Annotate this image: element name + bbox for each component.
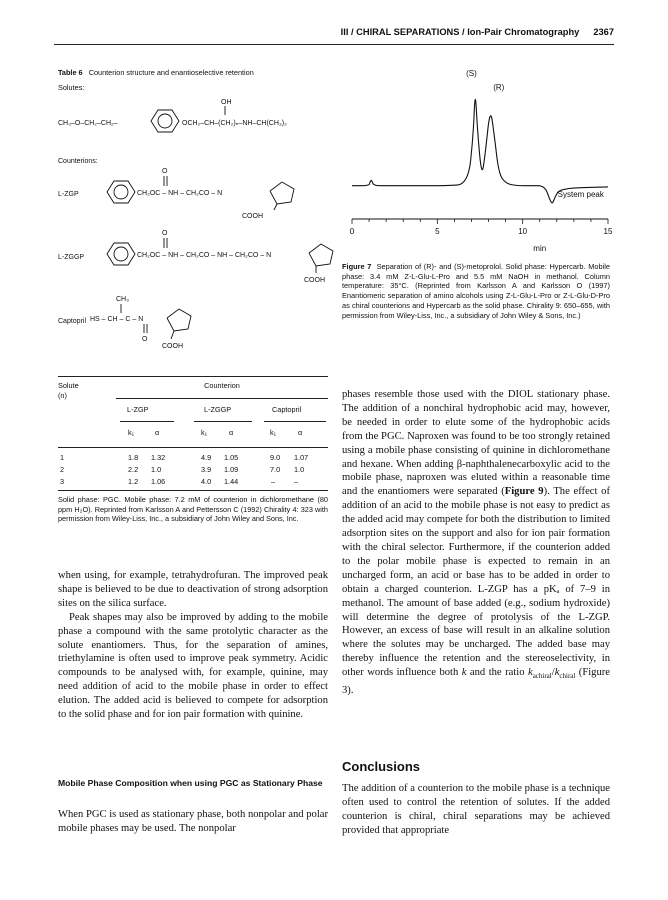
right-column: [342, 388, 610, 698]
lzgp-cooh-bond: [274, 204, 277, 210]
lzgp-name: L-ZGP: [58, 191, 79, 198]
left-column: [58, 569, 328, 722]
structures-diagram: [54, 92, 344, 354]
table-top-rule: [58, 376, 328, 377]
solute-benzene-circle: [158, 114, 172, 128]
lzgp-proline-ring: [270, 182, 294, 204]
left-paragraph-3: When PGC is used as stationary phase, both nonpolar and polar mobile phases may be used. The nonpolar: [58, 809, 328, 834]
right-paragraph-2-block: [342, 782, 610, 838]
solute-left-chain: CH₃–O–CH₂–CH₂–: [58, 120, 118, 127]
lzgp-benzene-ring: [107, 181, 135, 203]
lzggp-benzene-circle: [114, 247, 128, 261]
table-caption: Counterion structure and enantioselective retention: [88, 68, 254, 77]
group-captopril: Captopril: [272, 405, 302, 414]
x-tick-label: 15: [603, 227, 613, 236]
figure7-label: Figure 7: [342, 262, 372, 271]
group-rule-1: [120, 421, 174, 422]
solute-benzene-ring: [151, 110, 179, 132]
sub-a-2: α: [229, 428, 234, 437]
captopril-cooh: COOH: [162, 343, 183, 350]
group-rule-3: [264, 421, 326, 422]
solute-oh: OH: [221, 99, 232, 106]
captopril-chain: HS – CH – C – N: [90, 316, 144, 323]
table-bottom-rule: [58, 490, 328, 491]
group-lzggp: L-ZGGP: [204, 405, 232, 414]
x-tick-label: 10: [518, 227, 528, 236]
lzggp-proline-ring: [309, 244, 333, 266]
lzggp-name: L-ZGGP: [58, 254, 85, 261]
left-paragraph-2: Peak shapes may also be improved by adding to the mobile phase a compound with the same protolytic character as the solute enantiomers. Thus, for the separation of amines, triethylamine is often used to improve peak symmetry. Acidic compounds to be analysed with, for example, quinine, may need addition of acid to the mobile phase in order to effect elution. The added acid is believed to compete for adsorption to the solid phase and for ion pair formation with quinine.: [58, 611, 328, 721]
running-header: [54, 27, 614, 43]
chromatogram-trace: [352, 99, 608, 202]
solutes-label: Solutes:: [58, 83, 85, 92]
sub-a-3: α: [298, 428, 303, 437]
lzgp-chain: CH₂OC – NH – CH₂CO – N: [137, 190, 223, 197]
captopril-cooh-bond: [171, 331, 174, 339]
sub-k-2: k₁: [201, 428, 208, 437]
header-rule: [54, 44, 614, 45]
data-table: [58, 380, 328, 400]
x-tick-label: 5: [435, 227, 440, 236]
sub-k-1: k₁: [128, 428, 135, 437]
left-paragraph-1: when using, for example, tetrahydrofuran. The improved peak shape is believed to be due to deactivation of strong adsorption sites on the silica surface.: [58, 570, 328, 609]
group-rule-2: [194, 421, 252, 422]
right-paragraph-1: phases resemble those used with the DIOL stationary phase. The addition of a nonchiral hydrophobic acid may, however, be needed in order to elute some of the hydrophobic acids from the PGC. Naproxen was found to be too strongly retained using a mobile phase consisting of quinine in dichloromethane and hexane. When adding β-naphthalenecarboxylic acid to the mobile phase, naproxen was eluted within a reasonable time and the enantiomers were separated (Figure 9). The effect of addition of an acid to the mobile phase is not easy to predict as the added acid may compete for both the distribution to limited adsorption sites on the support and also for ion pair formation with the chiral selector. Furthermore, if the counterion added to the polar mobile phase is expected to remain in an uncharged form, an acid or base has to be added in order to obtain a charged counterion. L-ZGP has a pKₐ of 7–9 in methanol. The amount of base added (e.g., sodium hydroxide) will determine the degree of protolysis of the L-ZGP. However, an excess of base will result in an alkaline solution where the solutes may be uncharged. The added base may thereby influence the retention and the stereoselectivity, in other words influence both k and the ratio $k_{achiral}/k_{chiral}$ (Figure 3).: [342, 389, 610, 697]
lzgp-carbonyl-o: O: [162, 168, 168, 175]
figure7-caption: Separation of (R)- and (S)-metoprolol. Solid phase: Hypercarb. Mobile phase: 3.4 mM Z-L-Glu-L-Pro and 5.5 mM NaOH in methanol. Column temperature: 35°C. (Reprinted from Karlsson A and Karlsson O (1997) Enantiomeric separation of amino alcohols using Z-L-Glu-L-Pro or Z-L-Glu-D-Pro as chiral counterions and Hypercarb as the solid phase. Chirality 9: 650–655, with permission from Wiley-Liss, Inc., a subsidiary of John Wiley & Sons, Inc.): [342, 262, 610, 320]
counterion-rule: [116, 398, 328, 399]
captopril-ch3: CH₃: [116, 296, 129, 303]
captopril-proline-ring: [167, 309, 191, 331]
lzgp-cooh: COOH: [242, 213, 263, 220]
lzggp-benzene-ring: [107, 243, 135, 265]
page-number: 2367: [593, 27, 614, 37]
table-header-row-1: [58, 380, 328, 390]
figure7-chart: [338, 64, 618, 260]
group-lzgp: L-ZGP: [127, 405, 149, 414]
lzggp-chain: CH₂OC – NH – CH₂CO – NH – CH₂CO – N: [137, 252, 272, 259]
captopril-carbonyl-o: O: [142, 336, 148, 343]
figure7-caption-block: [342, 262, 610, 320]
table-label: Table 6: [58, 68, 83, 77]
x-axis-label: min: [533, 244, 547, 253]
peak-label-s: (S): [466, 69, 477, 78]
section-heading-conclusions: Conclusions: [342, 759, 421, 774]
table-body: [58, 453, 328, 489]
table-footnote: Solid phase: PGC. Mobile phase: 7.2 mM of counterion in dichloromethane (80 ppm H₂O). Reprinted from Karlsson A and Pettersson C (1992) Chirality 4: 323 with permission from Wiley-Liss, Inc., a subsidiary of John Wiley and Sons, Inc.: [58, 495, 328, 524]
table-row: 2 2.2 1.0 3.9 1.09 7.0 1.0: [60, 465, 305, 474]
x-tick-label: 0: [349, 227, 355, 236]
header-bottom-rule: [58, 447, 328, 448]
right-paragraph-2: The addition of a counterion to the mobile phase is a technique often used to control the retention of solutes. If the added counterion is chiral, chiral separations may be achieved provided that appropriate: [342, 783, 610, 836]
running-title: III / CHIRAL SEPARATIONS / Ion-Pair Chromatography: [340, 27, 580, 37]
left-paragraph-3-block: [58, 808, 328, 836]
table-row: 1 1.8 1.32 4.9 1.05 9.0 1.07: [60, 453, 309, 462]
table-row: 3 1.2 1.06 4.0 1.44 – –: [60, 477, 299, 486]
system-peak-label: System peak: [557, 190, 604, 199]
captopril-name: Captopril: [58, 318, 87, 325]
col-n: (n): [58, 390, 67, 400]
col-counterion: Counterion: [204, 380, 240, 390]
section-heading-pgc: Mobile Phase Composition when using PGC as Stationary Phase: [58, 778, 323, 788]
counterions-label: Counterions:: [58, 158, 98, 165]
sub-a-1: α: [155, 428, 160, 437]
table-title: [58, 68, 254, 78]
lzgp-benzene-circle: [114, 185, 128, 199]
figure9-ref[interactable]: Figure 9: [504, 486, 544, 498]
peak-label-r: (R): [493, 83, 505, 92]
lzggp-carbonyl-o: O: [162, 230, 168, 237]
solute-right-chain: OCH₂–CH–(CH₂)ₙ–NH–CH(CH₃)₂: [182, 120, 287, 127]
col-solute: Solute: [58, 380, 79, 390]
lzggp-cooh: COOH: [304, 277, 325, 284]
sub-k-3: k₁: [270, 428, 277, 437]
